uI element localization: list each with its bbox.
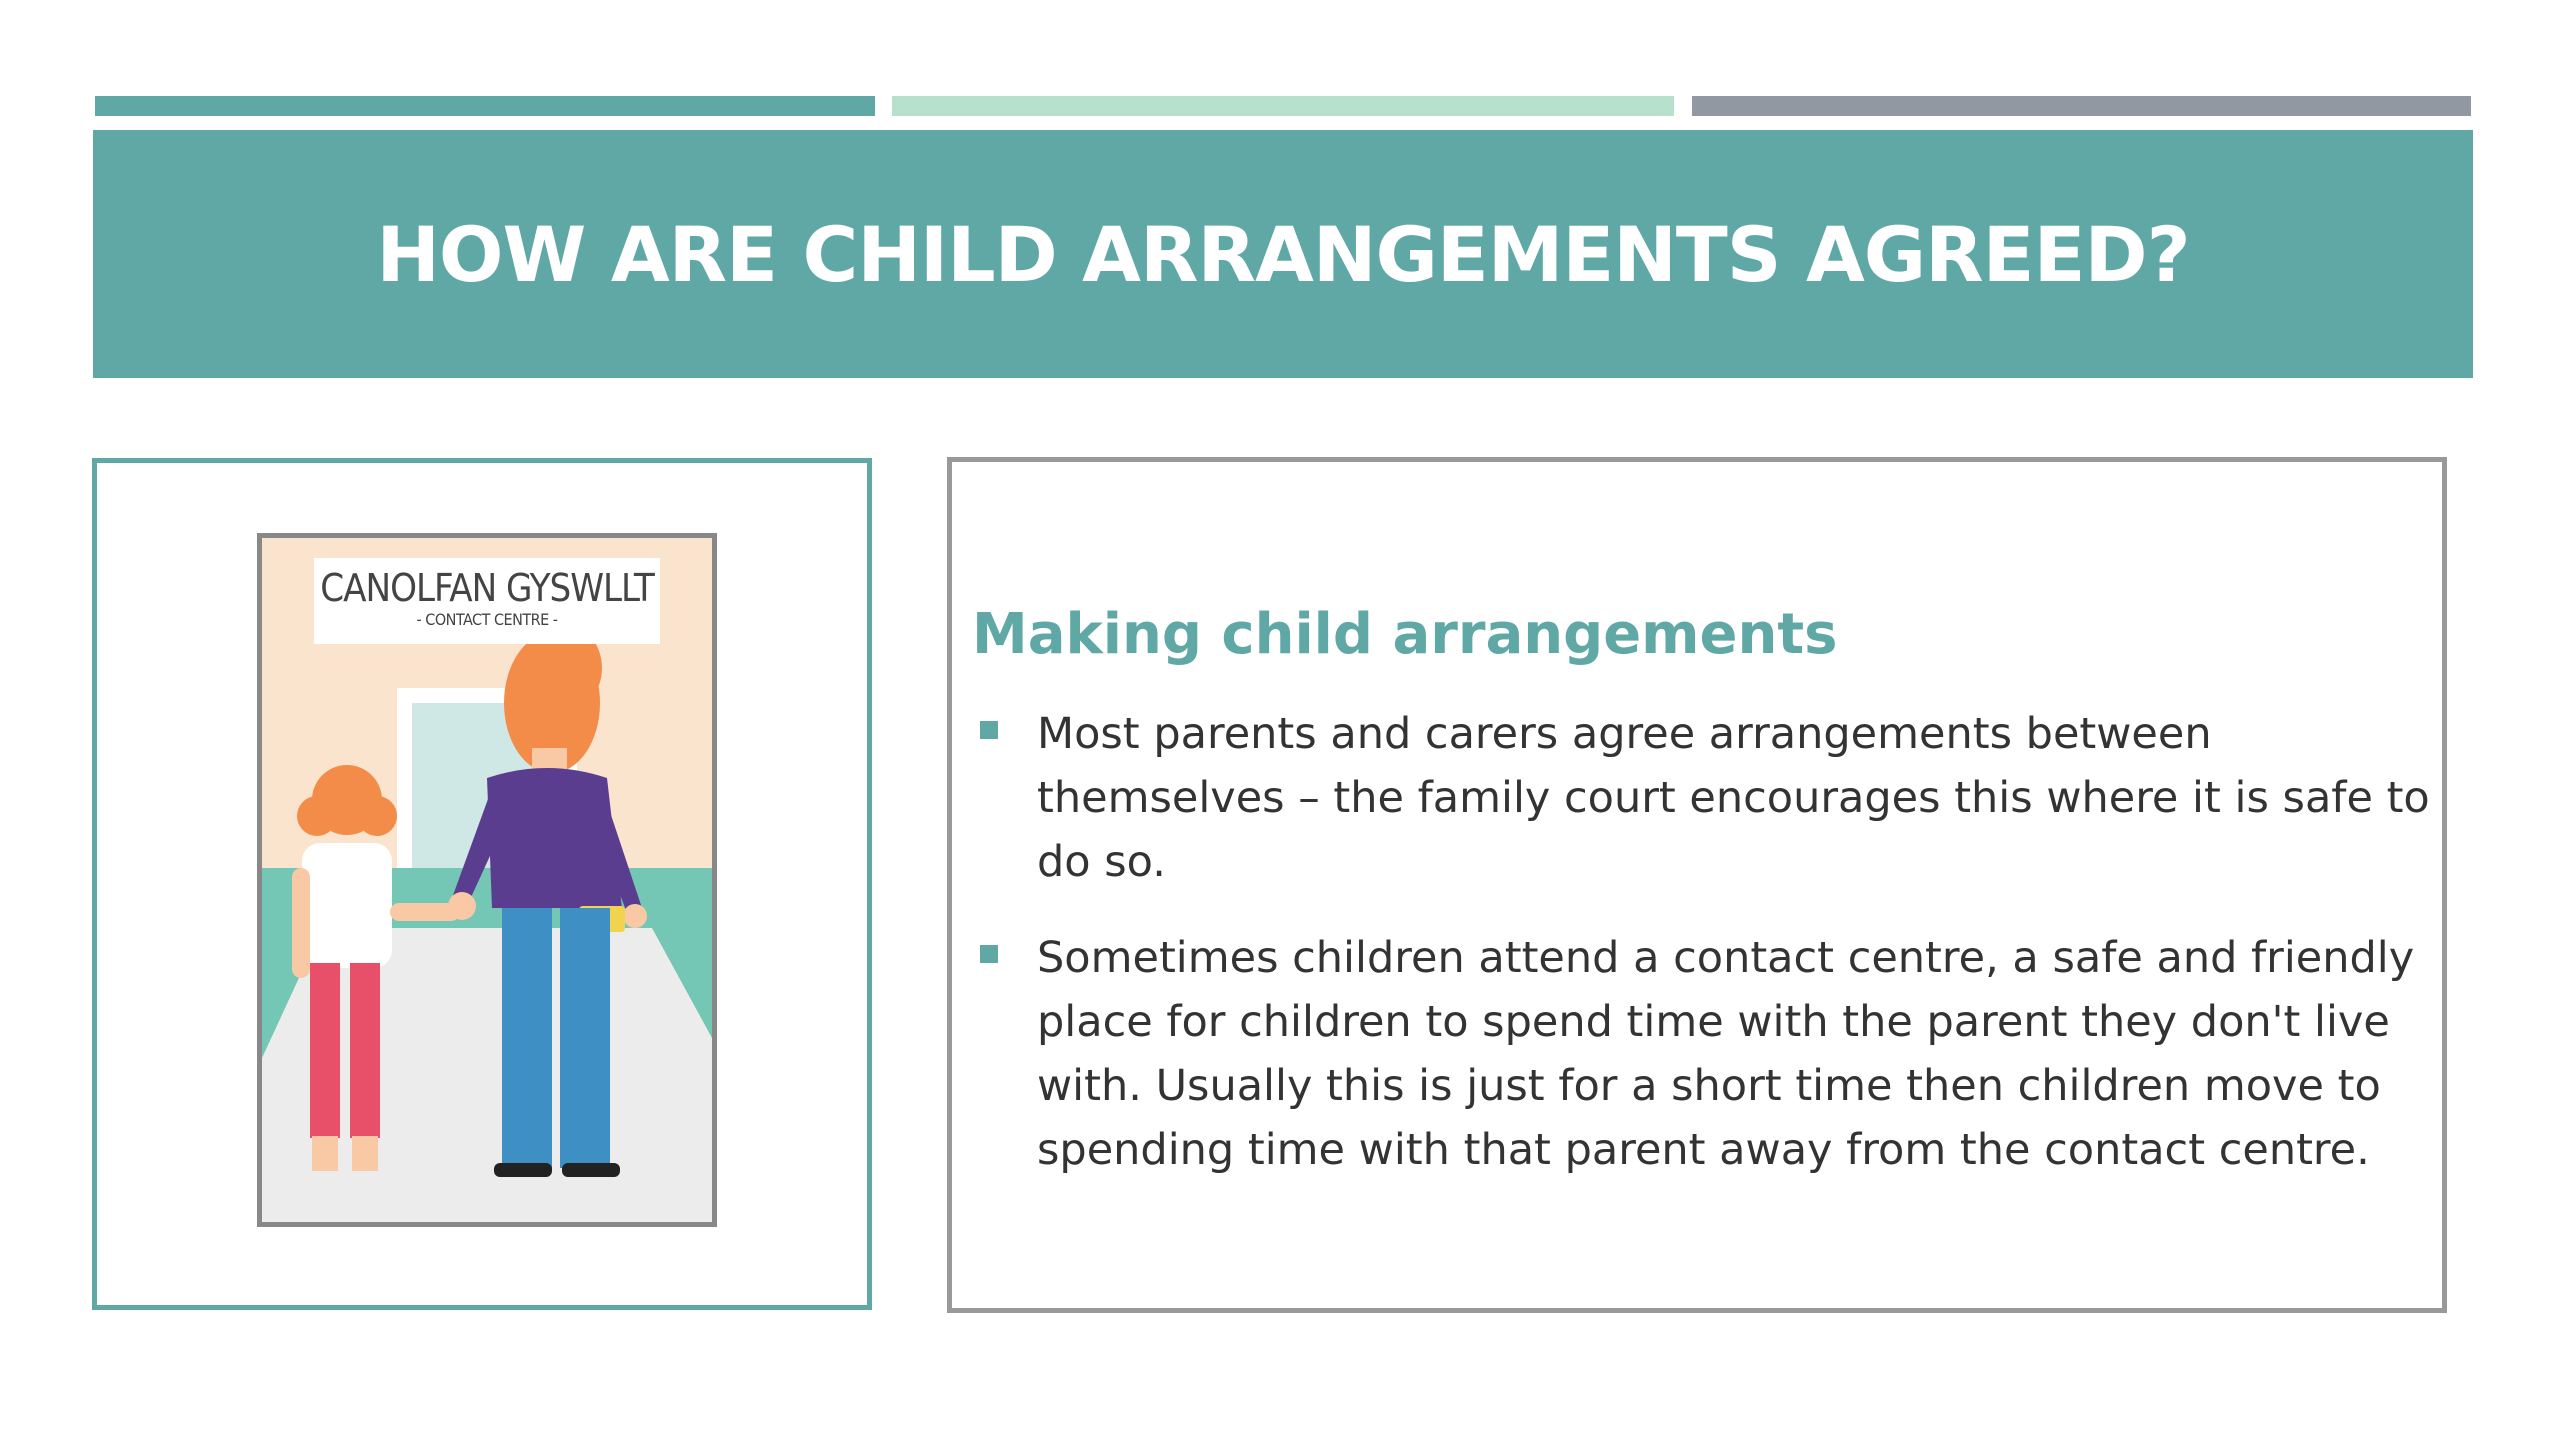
top-accent-bar-grey xyxy=(1692,96,2471,116)
bullet-item xyxy=(972,702,2432,894)
contact-centre-sign xyxy=(314,558,660,644)
square-bullet-icon xyxy=(980,721,998,739)
slide-title: HOW ARE CHILD ARRANGEMENTS AGREED? xyxy=(376,209,2190,299)
section-heading: Making child arrangements xyxy=(972,602,1838,667)
sign-sub-text: - CONTACT CENTRE - xyxy=(416,610,558,629)
sign-main-text: CANOLFAN GYSWLLT xyxy=(320,566,654,610)
image-frame xyxy=(92,458,872,1310)
bullet-item xyxy=(972,926,2432,1182)
title-banner xyxy=(93,130,2473,378)
bullet-list xyxy=(972,702,2432,1214)
bullet-text: Most parents and carers agree arrangements between themselves – the family court encourages this where it is safe to do so. xyxy=(1037,709,2430,887)
square-bullet-icon xyxy=(980,945,998,963)
top-accent-bar-mint xyxy=(892,96,1674,116)
contact-centre-illustration xyxy=(257,533,717,1227)
bullet-text: Sometimes children attend a contact centre, a safe and friendly place for children to spend time with the parent they don't live with. Usually this is just for a short time then children move to spending time with that parent away from the contact centre. xyxy=(1037,933,2415,1175)
top-accent-bar-teal xyxy=(95,96,875,116)
content-frame xyxy=(947,457,2447,1313)
